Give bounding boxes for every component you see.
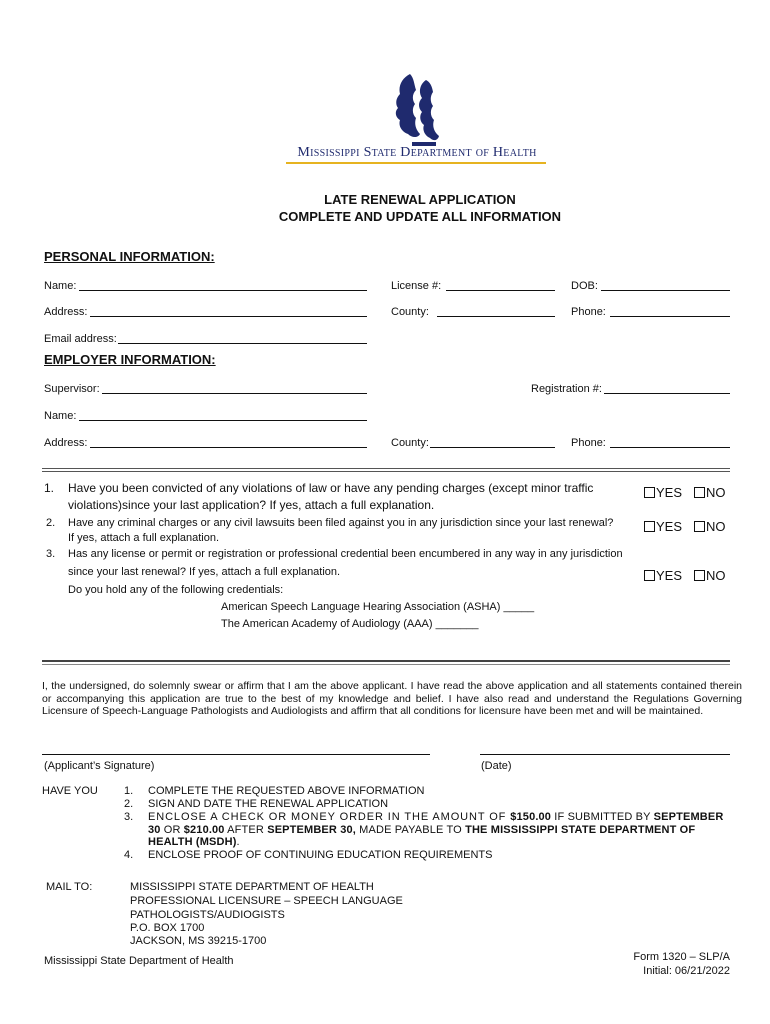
registration-label: Registration #: xyxy=(531,383,602,395)
have-you-1: COMPLETE THE REQUESTED ABOVE INFORMATION xyxy=(148,785,425,797)
q1-number: 1. xyxy=(44,481,55,495)
personal-name-label: Name: xyxy=(44,280,77,292)
employer-name-label: Name: xyxy=(44,410,77,422)
employer-heading: EMPLOYER INFORMATION: xyxy=(44,352,216,367)
q2-number: 2. xyxy=(46,517,56,529)
employer-address-field[interactable] xyxy=(90,447,367,448)
have-you-4: ENCLOSE PROOF OF CONTINUING EDUCATION REQUIREMENTS xyxy=(148,849,493,861)
q1-line2: violations)since your last application? If yes, attach a full explanation. xyxy=(68,498,435,512)
personal-county-field[interactable] xyxy=(437,316,555,317)
personal-county-label: County: xyxy=(391,306,429,318)
have-you-2: SIGN AND DATE THE RENEWAL APPLICATION xyxy=(148,798,389,810)
email-field[interactable] xyxy=(118,343,367,344)
q2-no[interactable]: NO xyxy=(694,519,726,534)
credentials-prompt: Do you hold any of the following credentials: xyxy=(68,584,284,596)
department-rule xyxy=(286,162,546,164)
mail-line4: P.O. BOX 1700 xyxy=(130,922,205,934)
title-line2: COMPLETE AND UPDATE ALL INFORMATION xyxy=(278,209,562,224)
email-label: Email address: xyxy=(44,333,117,345)
supervisor-label: Supervisor: xyxy=(44,383,100,395)
personal-phone-label: Phone: xyxy=(571,306,606,318)
mail-line3: PATHOLOGISTS/AUDIOGISTS xyxy=(130,909,285,921)
employer-phone-field[interactable] xyxy=(610,447,730,448)
q1-yes[interactable]: YES xyxy=(644,485,682,500)
license-label: License #: xyxy=(391,280,442,292)
employer-phone-label: Phone: xyxy=(571,437,606,449)
q2-line2: If yes, attach a full explanation. xyxy=(68,532,220,544)
divider-2 xyxy=(42,660,730,662)
q3-number: 3. xyxy=(46,548,56,560)
applicant-signature-field[interactable] xyxy=(42,754,430,755)
personal-phone-field[interactable] xyxy=(610,316,730,317)
dob-field[interactable] xyxy=(601,290,730,291)
credential-asha[interactable]: American Speech Language Hearing Association (ASHA) _____ xyxy=(221,601,535,613)
license-field[interactable] xyxy=(446,290,555,291)
checkbox-icon[interactable] xyxy=(694,521,705,532)
credential-aaa[interactable]: The American Academy of Audiology (AAA) _______ xyxy=(221,618,479,630)
checkbox-icon[interactable] xyxy=(644,570,655,581)
divider-1 xyxy=(42,468,730,469)
mail-line1: MISSISSIPPI STATE DEPARTMENT OF HEALTH xyxy=(130,881,374,893)
personal-address-field[interactable] xyxy=(90,316,367,317)
checkbox-icon[interactable] xyxy=(694,570,705,581)
divider-1b xyxy=(42,471,730,472)
have-you-4-num: 4. xyxy=(124,849,134,861)
mail-to-label: MAIL TO: xyxy=(46,881,93,893)
divider-2b xyxy=(42,664,730,665)
have-you-1-num: 1. xyxy=(124,785,134,797)
department-name: Mississippi State Department of Health xyxy=(297,145,537,160)
dob-label: DOB: xyxy=(571,280,598,292)
q3-no[interactable]: NO xyxy=(694,568,726,583)
have-you-3: ENCLOSE A CHECK OR MONEY ORDER IN THE AMOUNT OF $150.00 IF SUBMITTED BY SEPTEMBER 30 OR $210.00 AFTER SEPTEMBER 30, MADE PAYABLE TO THE MISSISSIPPI STATE DEPARTMENT OF HEALTH (MSDH). xyxy=(148,811,724,848)
personal-address-label: Address: xyxy=(44,306,88,318)
have-you-3-num: 3. xyxy=(124,811,134,823)
q3-yes[interactable]: YES xyxy=(644,568,682,583)
personal-heading: PERSONAL INFORMATION: xyxy=(44,249,215,264)
affirmation-text: I, the undersigned, do solemnly swear or affirm that I am the above applicant. I have read the above application and all statements contained therein or accompanying this application are true to the best of my knowledge and belief. I have also read and understand the Regulations Governing Licensure of Speech-Language Pathologists and Audiologists and affirm that all conditions for licensure have been met and will be maintained. xyxy=(42,680,742,717)
registration-field[interactable] xyxy=(604,393,730,394)
mail-line2: PROFESSIONAL LICENSURE – SPEECH LANGUAGE xyxy=(130,895,403,907)
footer-initial-date: Initial: 06/21/2022 xyxy=(643,965,730,977)
q2-line1: Have any criminal charges or any civil lawsuits been filed against you in any jurisdiction since your last renewal? xyxy=(68,517,614,529)
footer-department: Mississippi State Department of Health xyxy=(44,955,234,967)
employer-name-field[interactable] xyxy=(79,420,367,421)
q1-line1: Have you been convicted of any violations of law or have any pending charges (except minor traffic xyxy=(68,481,594,495)
q1-no[interactable]: NO xyxy=(694,485,726,500)
employer-county-label: County: xyxy=(391,437,429,449)
q3-line1: Has any license or permit or registration or professional credential been encumbered in any way in any jurisdiction xyxy=(68,548,623,560)
date-label: (Date) xyxy=(481,760,512,772)
msdh-logo xyxy=(392,72,442,152)
title-line1: LATE RENEWAL APPLICATION xyxy=(324,192,516,207)
footer-form-number: Form 1320 – SLP/A xyxy=(633,951,730,963)
employer-address-label: Address: xyxy=(44,437,88,449)
applicant-signature-label: (Applicant’s Signature) xyxy=(44,760,155,772)
date-field[interactable] xyxy=(480,754,730,755)
q2-yes[interactable]: YES xyxy=(644,519,682,534)
personal-name-field[interactable] xyxy=(79,290,367,291)
have-you-2-num: 2. xyxy=(124,798,134,810)
employer-county-field[interactable] xyxy=(430,447,555,448)
mail-line5: JACKSON, MS 39215-1700 xyxy=(130,935,267,947)
checkbox-icon[interactable] xyxy=(694,487,705,498)
q3-line2: since your last renewal? If yes, attach a full explanation. xyxy=(68,566,341,578)
have-you-label: HAVE YOU xyxy=(42,785,98,797)
checkbox-icon[interactable] xyxy=(644,487,655,498)
checkbox-icon[interactable] xyxy=(644,521,655,532)
supervisor-field[interactable] xyxy=(102,393,367,394)
